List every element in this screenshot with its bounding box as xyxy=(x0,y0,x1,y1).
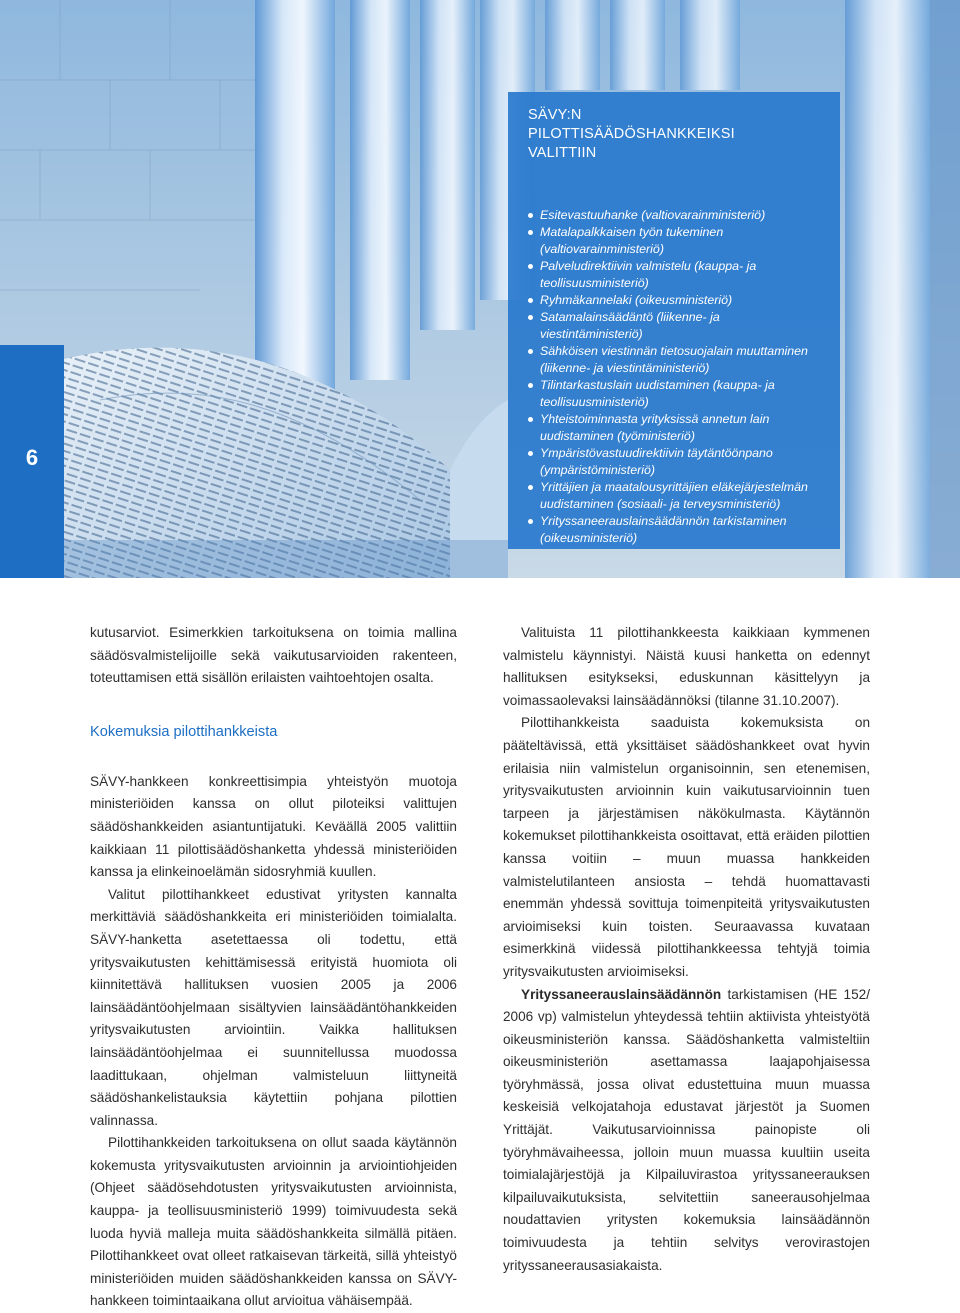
list-item: Yrityssaneerauslainsäädännön tarkistaminen (oikeusministeriö) xyxy=(528,513,820,547)
left-column xyxy=(90,622,457,1313)
paragraph: Pilottihankkeiden tarkoituksena on ollut saada käytännön kokemusta yritysvaikutusten arvioinnin ja arviointiohjeiden (Ohjeet säädösehdotusten yritysvaikutusten arvioinnista, kauppa- ja teollisuusministeriö 1999) toimivuudesta sekä luoda hyviä malleja muita säädöshankkeita silmällä pitäen. Pilottihankkeet ovat olleet ratkaisevan tärkeitä, sillä yhteistyö ministeriöiden muiden säädöshankkeiden kanssa on SÄVY-hankkeen toimintaaikana ollut arvioitua vähäisempää. xyxy=(90,1135,457,1309)
list-item: Palveludirektiivin valmistelu (kauppa- ja teollisuusministeriö) xyxy=(528,258,820,292)
right-column xyxy=(503,622,870,1277)
paragraph: kutusarviot. Esimerkkien tarkoituksena on toimia mallina säädösvalmistelijoille sekä vaikutusarvioiden rakenteen, toteuttamisen että sisällön erilaisten vaihtoehtojen osalta. xyxy=(90,625,457,686)
paragraph xyxy=(503,984,870,1278)
list-item: Yrittäjien ja maatalousyrittäjien eläkejärjestelmän uudistaminen (sosiaali- ja terveysministeriö) xyxy=(528,479,820,513)
list-item: Sähköisen viestinnän tietosuojalain muuttaminen (liikenne- ja viestintäministeriö) xyxy=(528,343,820,377)
pilot-projects-box xyxy=(508,92,840,549)
list-item: Satamalainsäädäntö (liikenne- ja viestintäministeriö) xyxy=(528,309,820,343)
infobox-title: SÄVY:N PILOTTISÄÄDÖSHANKKEIKSI VALITTIIN xyxy=(528,107,735,161)
pilot-projects-list xyxy=(528,207,820,547)
paragraph: Valituista 11 pilottihankkeesta kaikkiaan kymmenen valmistelu käynnistyi. Näistä kuusi hanketta on edennyt hallituksen esitykseksi, eduskunnan käsittelyyn ja voimassaolevaksi lainsäädännöksi (tilanne 31.10.2007). xyxy=(503,625,870,708)
list-item: Esitevastuuhanke (valtiovarainministeriö) xyxy=(528,207,820,224)
bold-lead-term: Yrityssaneerauslainsäädännön xyxy=(521,986,722,1002)
section-heading: Kokemuksia pilottihankkeista xyxy=(90,723,278,740)
page-number: 6 xyxy=(25,445,39,470)
list-item: Ympäristövastuudirektiivin täytäntöönpano (ympäristöministeriö) xyxy=(528,445,820,479)
list-item: Tilintarkastuslain uudistaminen (kauppa- ja teollisuusministeriö) xyxy=(528,377,820,411)
list-item: Matalapalkkaisen työn tukeminen (valtiovarainministeriö) xyxy=(528,224,820,258)
list-item: Ryhmäkannelaki (oikeusministeriö) xyxy=(528,292,820,309)
paragraph: SÄVY-hankkeen konkreettisimpia yhteistyön muotoja ministeriöiden kanssa on ollut piloteiksi valittujen säädöshankkeiden asiantuntijatuki. Keväällä 2005 valittiin kaikkiaan 11 pilottisäädöshanketta yhdessä ministeriöiden kanssa ja elinkeinoelämän sidosryhmiä kuullen. xyxy=(90,773,457,880)
paragraph: Pilottihankkeista saaduista kokemuksista on pääteltävissä, että yksittäiset säädöshankkeet ovat hyvin erilaisia niin valmistelun organisoinnin, sen etenemisen, yritysvaikutusten arvioinnin kuin vaikutusarvioinnin tuen tarpeen ja järjestämisen näkökulmasta. Käytännön kokemukset pilottihankkeista osoittavat, että eräiden pilottien kanssa voitiin – muun muassa hankkeiden valmistelutilanteen ansiosta – tehdä huomattavasti enemmän yhdessä sovittuja toimenpiteitä yritysvaikutusten arvioimiseksi kuin toisten. Seuraavassa kuvataan esimerkkinä viidessä pilottihankkeessa tehtyjä toimia yritysvaikutusten arvioimiseksi. xyxy=(503,715,870,979)
paragraph: Valitut pilottihankkeet edustivat yritysten kannalta merkittäviä säädöshankkeita eri ministeriöiden toimialalta. SÄVY-hanketta asetettaessa oli todettu, että yritysvaikutusten kehittämisessä erityistä huomiota oli kiinnitettävä hallituksen vuosien 2005 ja 2006 lainsäädäntöohjelmaan sisältyvien lainsäädäntöhankkeiden yritysvaikutusten arviointiin. Vaikka hallituksen lainsäädäntöohjelmaa ei suunnitellussa muodossa laadittukaan, ohjelman valmisteluun liittyneitä säädöshankelistauksia käytettiin pohjana pilottien valinnassa. xyxy=(90,886,457,1128)
paragraph-text: tarkistamisen (HE 152/ 2006 vp) valmistelun yhteydessä tehtiin aktiivista yhteistyötä oikeusministeriön kanssa. Säädöshanketta valmisteltiin oikeusministeriön asettamassa laajapohjaisessa työryhmässä, jossa olivat edustettuina muun muassa keskeisiä velkojatahoja edustavat järjestöt ja Suomen Yrittäjät. Vaikutusarvioinnissa painopiste oli työryhmävaiheessa, jolloin muun muassa kuultiin useita toimialajärjestöjä ja Kilpailuvirastoa yrityssaneerauksen kilpailuvaikutuksista, selvitettiin saneerausohjelmaa noudattavien yritysten kokemuksia lainsäädännön toimivuudesta ja tehtiin selvitys verovirastojen yrityssaneerausasiakaista. xyxy=(503,986,870,1273)
list-item: Yhteistoiminnasta yrityksissä annetun lain uudistaminen (työministeriö) xyxy=(528,411,820,445)
